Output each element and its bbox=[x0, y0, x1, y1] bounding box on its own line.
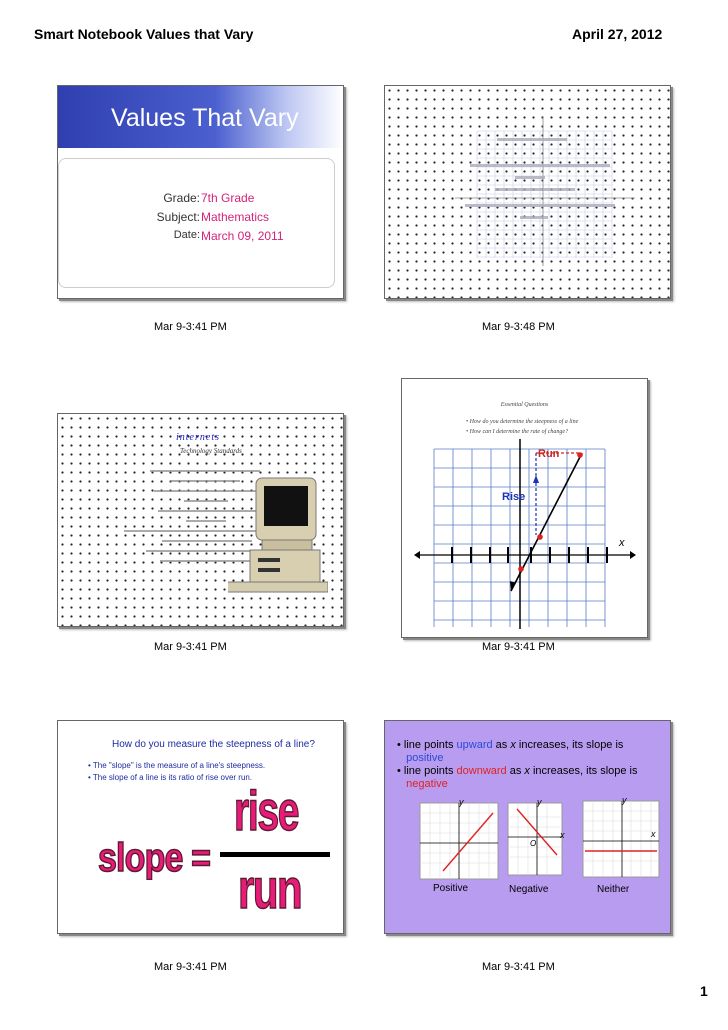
question-1: • How do you determine the steepness of a line bbox=[466, 419, 579, 425]
x-axis-label: x bbox=[619, 537, 625, 549]
slide-6-timestamp: Mar 9-3:41 PM bbox=[482, 961, 555, 973]
question-2: • How can I determine the rate of change? bbox=[466, 429, 569, 435]
run-label: Run bbox=[538, 448, 560, 460]
slide-3-technology[interactable] bbox=[57, 413, 344, 627]
positive-label: Positive bbox=[433, 883, 469, 894]
slide-6-slope-types[interactable] bbox=[384, 720, 671, 934]
slide-4-rise-run[interactable] bbox=[401, 378, 648, 638]
faded-grid bbox=[385, 86, 670, 298]
negative-x-label: x bbox=[560, 830, 565, 840]
grade-value: 7th Grade bbox=[201, 191, 255, 205]
slope-word: slope = bbox=[98, 836, 211, 880]
computer-icon bbox=[228, 474, 328, 594]
slide-5-question: How do you measure the steepness of a line? bbox=[112, 739, 315, 750]
slide-1-timestamp: Mar 9-3:41 PM bbox=[154, 321, 227, 333]
slide-3-subheading: Technology Standards bbox=[180, 447, 242, 455]
slide-2-timestamp: Mar 9-3:48 PM bbox=[482, 321, 555, 333]
document-title: Smart Notebook Values that Vary bbox=[34, 26, 254, 42]
slide-5-bullet-2: • The slope of a line is its ratio of rise over run. bbox=[88, 773, 253, 782]
slide-1-title[interactable] bbox=[57, 85, 344, 299]
slide-3-heading: internets bbox=[176, 432, 220, 443]
neither-x-label: x bbox=[651, 829, 656, 839]
page-number: 1 bbox=[700, 983, 708, 999]
slide-3-timestamp: Mar 9-3:41 PM bbox=[154, 641, 227, 653]
neither-label: Neither bbox=[597, 884, 630, 895]
slide-4-timestamp: Mar 9-3:41 PM bbox=[482, 641, 555, 653]
rise-label: Rise bbox=[502, 491, 526, 503]
document-date: April 27, 2012 bbox=[572, 26, 663, 42]
slide-1-info bbox=[58, 158, 335, 288]
slide-1-title-bar bbox=[58, 86, 343, 148]
rise-word: rise bbox=[234, 779, 299, 842]
negative-y-label: y bbox=[537, 797, 542, 807]
subject-value: Mathematics bbox=[201, 210, 270, 224]
slope-graphs bbox=[385, 721, 670, 933]
origin-label: O bbox=[530, 839, 537, 848]
slide-5-slope-formula[interactable] bbox=[57, 720, 344, 934]
subject-label: Subject: bbox=[156, 210, 200, 224]
date-value: March 09, 2011 bbox=[201, 229, 284, 243]
slope-bullet-2: • line points downward as x increases, its slope is negative bbox=[397, 765, 638, 790]
slide-5-bullet-1: • The "slope" is the measure of a line's steepness. bbox=[88, 761, 266, 770]
slide-1-heading: Values That Vary bbox=[111, 104, 299, 132]
grade-label: Grade: bbox=[163, 191, 200, 205]
coordinate-graph bbox=[402, 379, 647, 637]
slope-bullet-1: • line points upward as x increases, its slope is positive bbox=[397, 739, 624, 764]
slide-2-faded-graph[interactable] bbox=[384, 85, 671, 299]
negative-label: Negative bbox=[509, 884, 549, 895]
slide-5-timestamp: Mar 9-3:41 PM bbox=[154, 961, 227, 973]
positive-y-label: y bbox=[459, 797, 464, 807]
slide-4-heading: Essential Questions bbox=[500, 402, 549, 408]
date-label: Date: bbox=[173, 229, 200, 241]
neither-y-label: y bbox=[622, 795, 627, 805]
run-word: run bbox=[238, 857, 302, 920]
